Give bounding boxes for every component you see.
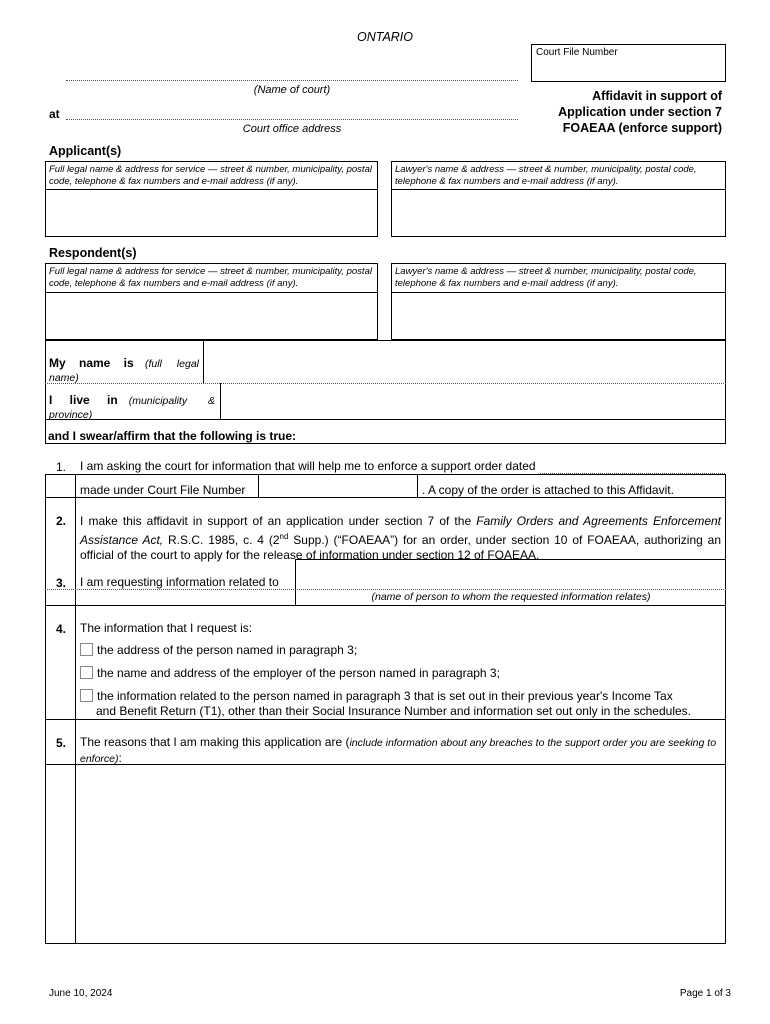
my-name-field[interactable]: [205, 342, 724, 382]
my-name-label-hint: (full legal: [144, 358, 199, 370]
i-live-in-label-bold: I live in: [49, 393, 118, 407]
applicant-lawyer-label: Lawyer's name & address — street & number, municipality, postal code, telephone & fax numbers and e-mail address (if any).: [395, 164, 697, 187]
option-employer-address-row: [80, 643, 357, 658]
i-live-in-label-hint2: province): [49, 409, 93, 421]
para-5-text: [80, 735, 720, 767]
copy-attached-text: . A copy of the order is attached to this Affidavit.: [422, 483, 674, 497]
court-address-label: Court office address: [242, 123, 342, 135]
para-3-caption: (name of person to whom the requested information relates): [371, 591, 651, 603]
applicant-party-label: Full legal name & address for service — street & number, municipality, postal code, telephone & fax numbers and e-mail address (if any).: [49, 164, 372, 187]
person-name-field[interactable]: [297, 560, 724, 588]
para-2-text-c: Supp.) (“FOAEAA”) for an order, under section 10 of FOAEAA, authorizing an official of the court to apply for the release of information under section 12 of FOAEAA.: [80, 533, 722, 562]
respondents-heading: Respondent(s): [49, 246, 137, 260]
court-address-line[interactable]: [66, 119, 518, 120]
form-title-line2: Application under section 7: [558, 105, 722, 119]
para-2-number: 2.: [56, 514, 67, 528]
form-title-line3: FOAEAA (enforce support): [562, 121, 722, 135]
applicant-lawyer-field[interactable]: [392, 190, 725, 236]
para-1-text: I am asking the court for information that will help me to enforce a support order dated: [80, 459, 536, 473]
option-address-label: the address of the person named in paragraph 3;: [97, 643, 358, 657]
para-2-act-name: Family Orders and Agreements Enforcement Assistance Act,: [80, 514, 721, 547]
option-address-checkbox[interactable]: [80, 643, 93, 656]
court-name-line[interactable]: [66, 80, 518, 81]
court-file-number-box[interactable]: [531, 44, 726, 82]
form-title: [530, 88, 722, 136]
option-tax-return-checkbox[interactable]: [80, 689, 93, 702]
option-employer-row: [80, 666, 500, 681]
court-file-number-label: Court File Number: [536, 47, 618, 58]
para-5-text-b: :: [118, 751, 122, 765]
para-2-text: [80, 514, 721, 563]
para-2-text-a: I make this affidavit in support of an application under section 7 of the: [80, 514, 477, 528]
jurisdiction-heading: ONTARIO: [356, 30, 414, 44]
para-1-number: 1.: [56, 460, 67, 474]
para-5-number: 5.: [56, 736, 67, 750]
respondent-party-field[interactable]: [46, 293, 377, 339]
para-3-text: I am requesting information related to: [80, 575, 279, 589]
at-label: at: [49, 107, 60, 121]
option-employer-label: the name and address of the employer of the person named in paragraph 3;: [97, 666, 500, 680]
my-name-label: [49, 356, 199, 385]
form-title-line1: Affidavit in support of: [592, 89, 722, 103]
i-live-in-label-hint: (municipality &: [128, 395, 215, 407]
para-4-number: 4.: [56, 622, 67, 636]
para-2-text-b: R.S.C. 1985, c. 4 (2: [163, 533, 280, 547]
made-under-label: made under Court File Number: [80, 483, 246, 497]
respondent-lawyer-field[interactable]: [392, 293, 725, 339]
court-file-number-field[interactable]: [258, 474, 418, 498]
i-live-in-label: [49, 393, 215, 422]
swear-statement: and I swear/affirm that the following is true:: [48, 429, 297, 443]
respondent-party-label: Full legal name & address for service — street & number, municipality, postal code, telephone & fax numbers and e-mail address (if any).: [49, 266, 372, 289]
para-4-text: The information that I request is:: [80, 621, 253, 635]
option-tax-return-row: [80, 689, 722, 719]
respondent-lawyer-label: Lawyer's name & address — street & number, municipality, postal code, telephone & fax numbers and e-mail address (if any).: [395, 266, 697, 289]
para-5-hint: include information about any breaches to the support order you are seeking to enforce): [80, 737, 717, 765]
para-2-sup: nd: [279, 532, 289, 541]
my-name-label-hint2: name): [49, 372, 79, 384]
applicant-party-field[interactable]: [46, 190, 377, 236]
court-name-label: (Name of court): [253, 84, 331, 96]
my-name-label-bold: My name is: [49, 356, 134, 370]
option-tax-return-label-1: the information related to the person named in paragraph 3 that is set out in their previous year's Income Tax: [97, 689, 673, 703]
para-5-text-a: The reasons that I am making this application are (: [80, 735, 350, 749]
i-live-in-field[interactable]: [222, 385, 724, 418]
option-employer-checkbox[interactable]: [80, 666, 93, 679]
footer-date: June 10, 2024: [49, 988, 113, 999]
option-tax-return-label-2: and Benefit Return (T1), other than their Social Insurance Number and information set out only in the schedules.: [96, 704, 691, 718]
applicants-heading: Applicant(s): [49, 144, 122, 158]
footer-page-number: Page 1 of 3: [679, 988, 731, 999]
para-3-number: 3.: [56, 576, 67, 590]
reasons-field[interactable]: [77, 766, 724, 942]
